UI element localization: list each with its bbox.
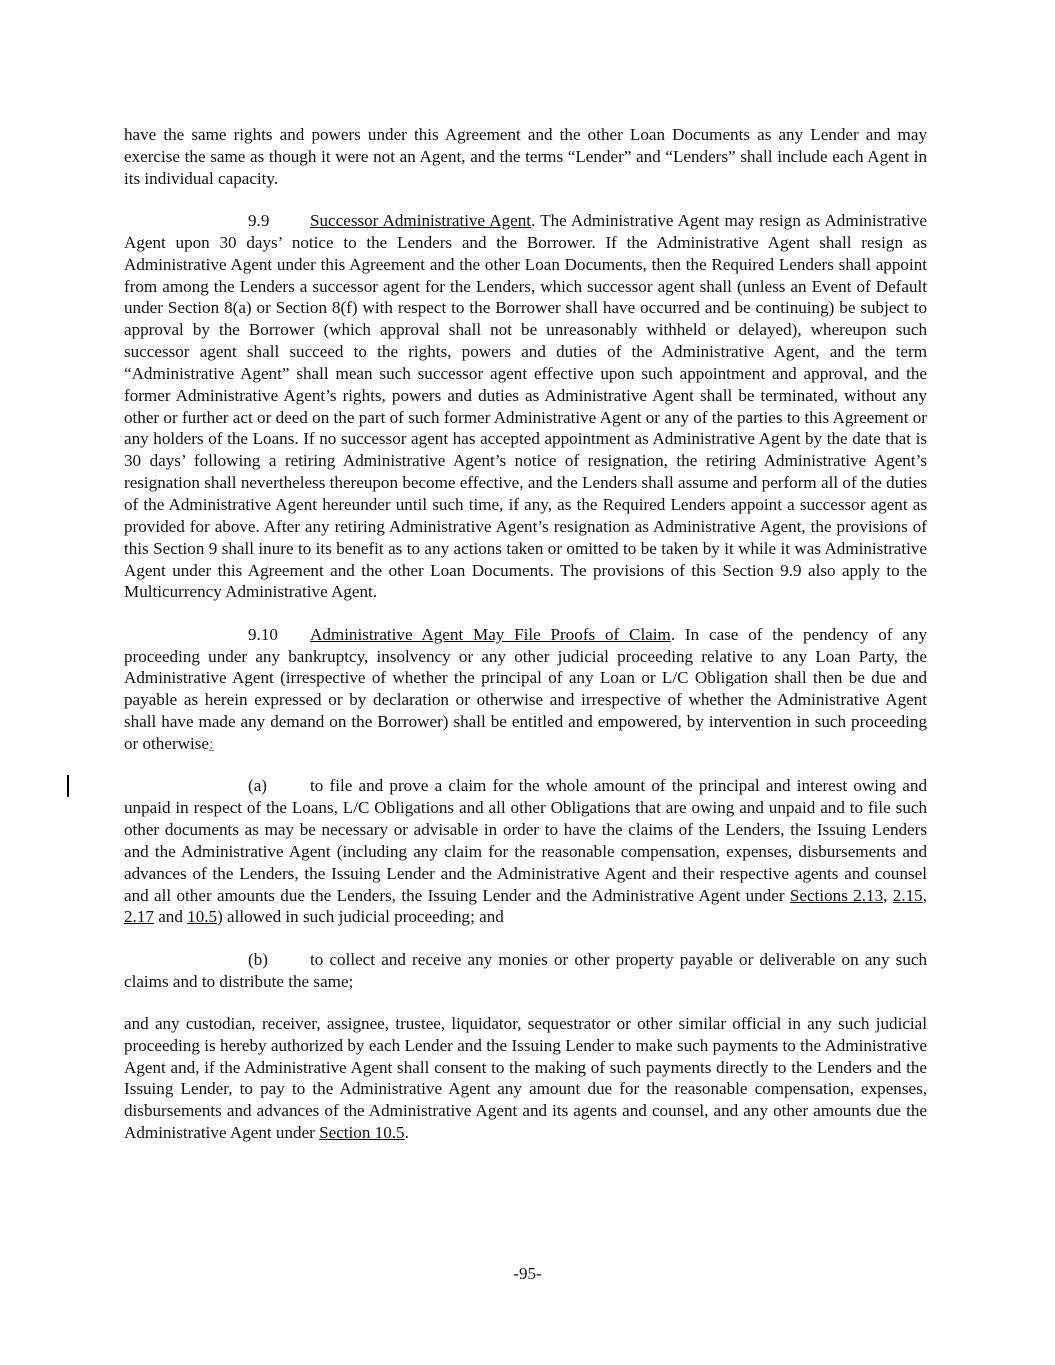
opening-paragraph: have the same rights and powers under this Agreement and the other Loan Documents as any Lender and may exercise the same as though it were not an Agent, and the terms “Lender” and “Lenders” shall include each Agent in its individual capacity. — [124, 125, 927, 188]
paragraph-text: . — [404, 1123, 409, 1143]
separator: , — [922, 885, 927, 905]
tracked-change-colon: : — [208, 733, 214, 753]
clause-a — [124, 775, 927, 928]
change-bar-marker — [67, 775, 69, 797]
clause-label: (a) — [248, 776, 267, 796]
section-heading: Administrative Agent May File Proofs of Claim — [310, 624, 671, 644]
document-page — [124, 124, 927, 1144]
separator: , — [883, 885, 893, 905]
cross-reference: Sections 2.13 — [789, 885, 884, 905]
section-9-9 — [124, 210, 927, 603]
section-9-10 — [124, 624, 927, 755]
closing-paragraph — [124, 1013, 927, 1144]
section-body: . The Administrative Agent may resign as Administrative Agent upon 30 days’ notice to the Lenders and the Borrower. If the Administrative Agent shall resign as Administrative Agent under this Agreement and the other Loan Documents, then the Required Lenders shall appoint from among the Lenders a successor agent for the Lenders, which successor agent shall (unless an Event of Default under Section 8(a) or Section 8(f) with respect to the Borrower shall have occurred and be continuing) be subject to approval by the Borrower (which approval shall not be unreasonably withheld or delayed), whereupon such successor agent shall succeed to the rights, powers and duties of the Administrative Agent, and the term “Administrative Agent” shall mean such successor agent effective upon such appointment and approval, and the former Administrative Agent’s rights, powers and duties as Administrative Agent shall be terminated, without any other or further act or deed on the part of such former Administrative Agent or any of the parties to this Agreement or any holders of the Loans. If no successor agent has accepted appointment as Administrative Agent by the date that is 30 days’ following a retiring Administrative Agent’s notice of resignation, the retiring Administrative Agent’s resignation shall nevertheless thereupon become effective, and the Lenders shall assume and perform all of the duties of the Administrative Agent hereunder until such time, if any, as the Required Lenders appoint a successor agent as provided for above. After any retiring Administrative Agent’s resignation as Administrative Agent, the provisions of this Section 9 shall inure to its benefit as to any actions taken or omitted to be taken by it while it was Administrative Agent under this Agreement and the other Loan Documents. The provisions of this Section 9.9 also apply to the Multicurrency Administrative Agent. — [124, 211, 927, 602]
cross-reference: 2.15 — [892, 885, 923, 905]
clause-label: (b) — [248, 949, 268, 969]
cross-reference: Section 10.5 — [319, 1123, 405, 1143]
section-heading: Successor Administrative Agent — [310, 211, 532, 231]
clause-text: to collect and receive any monies or other property payable or deliverable on any such claims and to distribute the same; — [124, 949, 927, 991]
cross-reference: 10.5 — [187, 907, 218, 927]
clause-b — [124, 949, 927, 993]
section-body: . In case of the pendency of any proceeding under any bankruptcy, insolvency or any other judicial proceeding relative to any Loan Party, the Administrative Agent (irrespective of whether the principal of any Loan or L/C Obligation shall then be due and payable as herein expressed or by declaration or otherwise and irrespective of whether the Administrative Agent shall have made any demand on the Borrower) shall be entitled and empowered, by intervention in such proceeding or otherwise — [124, 624, 927, 753]
section-number: 9.10 — [248, 624, 278, 644]
section-number: 9.9 — [248, 211, 270, 231]
cross-reference: 2.17 — [124, 907, 154, 927]
page-number: -95- — [513, 1264, 542, 1283]
clause-text: ) allowed in such judicial proceeding; and — [217, 907, 504, 927]
separator: and — [153, 907, 188, 927]
paragraph-text: and any custodian, receiver, assignee, trustee, liquidator, sequestrator or other similar official in any such judicial proceeding is hereby authorized by each Lender and the Issuing Lender to make such payments to the Administrative Agent and, if the Administrative Agent shall consent to the making of such payments directly to the Lenders and the Issuing Lender, to pay to the Administrative Agent any amount due for the reasonable compensation, expenses, disbursements and advances of the Administrative Agent and its agents and counsel, and any other amounts due the Administrative Agent under — [124, 1013, 927, 1143]
clause-text: to file and prove a claim for the whole amount of the principal and interest owing and unpaid in respect of the Loans, L/C Obligations and all other Obligations that are owing and unpaid and to file such other documents as may be necessary or advisable in order to have the claims of the Lenders, the Issuing Lenders and the Administrative Agent (including any claim for the reasonable compensation, expenses, disbursements and advances of the Lenders, the Issuing Lender and the Administrative Agent and their respective agents and counsel and all other amounts due the Lenders, the Issuing Lender and the Administrative Agent under — [124, 776, 927, 905]
